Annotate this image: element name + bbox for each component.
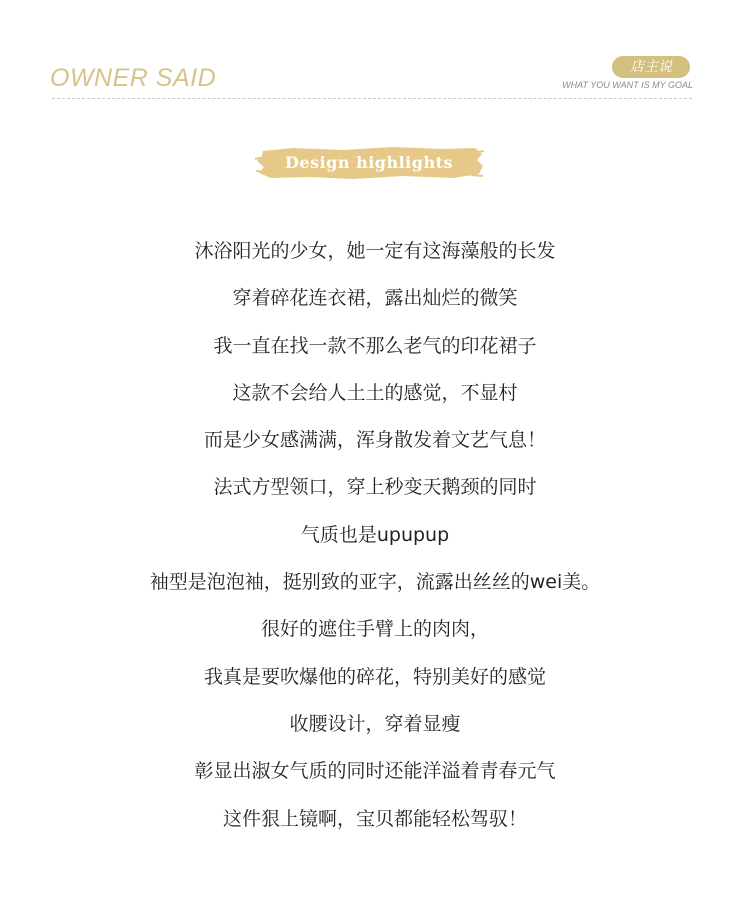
description-line: 这件狠上镜啊，宝贝都能轻松驾驭！ — [222, 807, 527, 830]
description-line: 穿着碎花连衣裙，露出灿烂的微笑 — [232, 287, 518, 310]
header-divider — [52, 98, 692, 99]
description-line: 法式方型领口，穿上秒变天鹅颈的同时 — [213, 476, 537, 499]
description-line: 气质也是upupup — [300, 523, 450, 546]
owner-badge: 店主说 — [612, 56, 690, 78]
description-line: 袖型是泡泡袖，挺别致的亚字，流露出丝丝的wei美。 — [149, 571, 601, 594]
header — [0, 0, 750, 110]
description-line: 彰显出淑女气质的同时还能洋溢着青春元气 — [194, 760, 556, 783]
description-line: 这款不会给人土土的感觉，不显村 — [232, 381, 518, 404]
description-line: 收腰设计，穿着显瘦 — [289, 712, 461, 735]
description-line: 我真是要吹爆他的碎花，特别美好的感觉 — [203, 665, 546, 688]
description-line: 很好的遮住手臂上的肉肉， — [260, 618, 489, 641]
description-text — [0, 228, 750, 843]
description-line: 我一直在找一款不那么老气的印花裙子 — [213, 334, 537, 357]
design-highlights-label: Design highlights — [285, 153, 453, 172]
owner-said-title: OWNER SAID — [50, 64, 217, 92]
description-line: 沐浴阳光的少女，她一定有这海藻般的长发 — [194, 240, 556, 262]
design-highlights-banner — [253, 145, 485, 181]
badge-subtitle: WHAT YOU WANT IS MY GOAL — [562, 80, 693, 90]
description-line: 而是少女感满满，浑身散发着文艺气息！ — [203, 429, 546, 452]
